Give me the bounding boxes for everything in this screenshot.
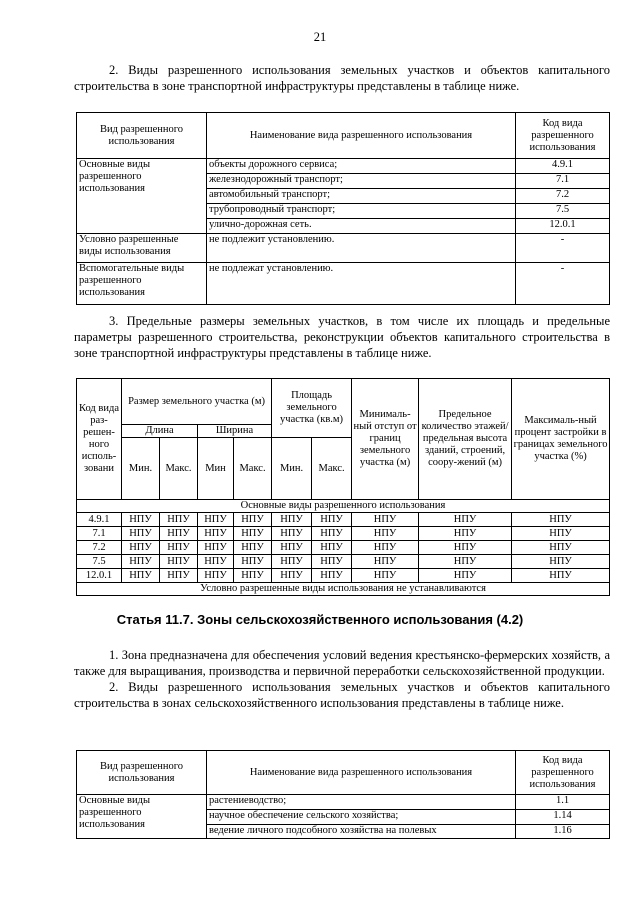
t2-row-code: 7.5: [77, 555, 122, 569]
t2-cell: НПУ: [512, 513, 610, 527]
t2-cell: НПУ: [352, 513, 419, 527]
table-row: [77, 541, 610, 555]
t2-cell: НПУ: [352, 569, 419, 583]
table-row-code: 12.0.1: [516, 219, 610, 234]
t2-cell: НПУ: [272, 541, 312, 555]
t2-cell: НПУ: [272, 569, 312, 583]
t2-cell: НПУ: [272, 555, 312, 569]
t2-cell: НПУ: [419, 569, 512, 583]
t2-cell: НПУ: [122, 541, 160, 555]
t2-main-label: Основные виды разрешенного использования: [77, 500, 610, 513]
article-paragraph-1: 1. Зона предназначена для обеспечения условий ведения крестьянско-фермерских хозяйств, а также для выращивания, производства и первичной переработки сельскохозяйственной продукции.: [74, 648, 610, 678]
t2-cell: НПУ: [160, 513, 198, 527]
t2-cell: НПУ: [234, 527, 272, 541]
t1-conditional-code: -: [516, 234, 610, 263]
t2-cell: НПУ: [419, 555, 512, 569]
t2-cell: НПУ: [312, 513, 352, 527]
t2-header-floors: Предельное количество этажей/ предельная высота зданий, строений, соору-жений (м): [419, 379, 512, 500]
t2-cell: НПУ: [122, 555, 160, 569]
t2-cell: НПУ: [198, 513, 234, 527]
section1-paragraph: [74, 62, 610, 94]
t2-cell: НПУ: [160, 569, 198, 583]
t2-cell: НПУ: [312, 555, 352, 569]
table-row-code: 7.1: [516, 174, 610, 189]
t2-cell: НПУ: [160, 527, 198, 541]
t2-header-area: Площадь земельного участка (кв.м): [272, 379, 352, 438]
table-row-name: железнодорожный транспорт;: [207, 174, 516, 189]
t2-row-code: 7.1: [77, 527, 122, 541]
t2-cell: НПУ: [234, 541, 272, 555]
section3-text: 3. Предельные размеры земельных участков, в том числе их площадь и предельные параметры разрешенного строительства, реконструкции объектов капитального строительства в зоне транспортной инфраструктуры представлены в таблице ниже.: [74, 314, 610, 360]
t2-cell: НПУ: [198, 569, 234, 583]
t2-header-length: Длина: [122, 425, 198, 438]
t3-header-type: Вид разрешенного использования: [77, 751, 207, 795]
t2-cell: НПУ: [198, 555, 234, 569]
t2-cell: НПУ: [234, 569, 272, 583]
article-paragraph-2: 2. Виды разрешенного использования земельных участков и объектов капитального строительства в зонах сельскохозяйственного использования представлены в таблице ниже.: [74, 680, 610, 710]
t2-cell: НПУ: [312, 569, 352, 583]
table-row-code: 1.16: [516, 825, 610, 839]
t2-header-width-min: Мин: [198, 438, 234, 500]
t3-header-code: Код вида разрешенного использования: [516, 751, 610, 795]
table-row-code: 1.1: [516, 795, 610, 810]
t2-header-length-min: Мин.: [122, 438, 160, 500]
t2-cell: НПУ: [352, 555, 419, 569]
table-limit-parameters: [76, 378, 610, 596]
t2-cell: НПУ: [272, 513, 312, 527]
t2-cell: НПУ: [312, 527, 352, 541]
table-row: [77, 555, 610, 569]
t2-cell: НПУ: [122, 513, 160, 527]
t1-main-group: Основные виды разрешенного использования: [77, 159, 207, 234]
article-paragraphs: [74, 647, 610, 711]
table-row-name: трубопроводный транспорт;: [207, 204, 516, 219]
t2-cell: НПУ: [160, 541, 198, 555]
table-row-code: 7.5: [516, 204, 610, 219]
t2-cell: НПУ: [419, 513, 512, 527]
t2-header-size: Размер земельного участка (м): [122, 379, 272, 425]
t1-header-name: Наименование вида разрешенного использования: [207, 113, 516, 159]
t2-header-width-max: Макс.: [234, 438, 272, 500]
t2-cell: НПУ: [419, 527, 512, 541]
t2-cell: НПУ: [312, 541, 352, 555]
table-row-name: растениеводство;: [207, 795, 516, 810]
table-row-code: 1.14: [516, 810, 610, 825]
t2-header-built: Максималь-ный процент застройки в границах земельного участка (%): [512, 379, 610, 500]
table-row-code: 7.2: [516, 189, 610, 204]
table-row-code: 4.9.1: [516, 159, 610, 174]
t2-cell: НПУ: [234, 513, 272, 527]
t2-header-area-max: Макс.: [312, 438, 352, 500]
t2-cell: НПУ: [512, 527, 610, 541]
article-heading: Статья 11.7. Зоны сельскохозяйственного использования (4.2): [116, 612, 524, 627]
t1-auxiliary-name: не подлежат установлению.: [207, 263, 516, 305]
table-row-name: объекты дорожного сервиса;: [207, 159, 516, 174]
t2-row-code: 12.0.1: [77, 569, 122, 583]
t2-header-width: Ширина: [198, 425, 272, 438]
t3-main-group: Основные виды разрешенного использования: [77, 795, 207, 839]
t2-cell: НПУ: [272, 527, 312, 541]
t2-cell: НПУ: [352, 541, 419, 555]
t2-cell: НПУ: [234, 555, 272, 569]
table-agricultural-uses: [76, 750, 610, 839]
t2-header-area-min: Мин.: [272, 438, 312, 500]
table-row-name: автомобильный транспорт;: [207, 189, 516, 204]
t2-cell: НПУ: [512, 541, 610, 555]
t2-row-code: 4.9.1: [77, 513, 122, 527]
t2-cell: НПУ: [512, 555, 610, 569]
page-number: 21: [313, 30, 327, 44]
t2-row-code: 7.2: [77, 541, 122, 555]
t2-header-length-max: Макс.: [160, 438, 198, 500]
table-row: [77, 513, 610, 527]
t2-cell: НПУ: [122, 527, 160, 541]
t2-cell: НПУ: [419, 541, 512, 555]
t3-header-name: Наименование вида разрешенного использования: [207, 751, 516, 795]
section3-paragraph: [74, 313, 610, 361]
t1-header-type: Вид разрешенного использования: [77, 113, 207, 159]
t2-header-setback: Минималь-ный отступ от границ земельного участка (м): [352, 379, 419, 500]
table-row-name: научное обеспечение сельского хозяйства;: [207, 810, 516, 825]
t2-cell: НПУ: [198, 541, 234, 555]
table-row: [77, 569, 610, 583]
t2-cell: НПУ: [352, 527, 419, 541]
t2-cell: НПУ: [198, 527, 234, 541]
t2-cell: НПУ: [512, 569, 610, 583]
t2-conditional-label: Условно разрешенные виды использования не устанавливаются: [77, 583, 610, 596]
table-row: [77, 527, 610, 541]
table-row-name: ведение личного подсобного хозяйства на полевых: [207, 825, 516, 839]
t1-auxiliary-group: Вспомогательные виды разрешенного использования: [77, 263, 207, 305]
t2-header-code: Код вида раз-решен-ного исполь-зовани: [77, 379, 122, 500]
table-transport-uses: [76, 112, 610, 305]
t1-conditional-group: Условно разрешенные виды использования: [77, 234, 207, 263]
section1-text: 2. Виды разрешенного использования земельных участков и объектов капитального строительства в зоне транспортной инфраструктуры представлены в таблице ниже.: [74, 63, 610, 93]
t1-header-code: Код вида разрешенного использования: [516, 113, 610, 159]
t1-auxiliary-code: -: [516, 263, 610, 305]
t2-cell: НПУ: [160, 555, 198, 569]
t2-cell: НПУ: [122, 569, 160, 583]
table-row-name: улично-дорожная сеть.: [207, 219, 516, 234]
t1-conditional-name: не подлежит установлению.: [207, 234, 516, 263]
